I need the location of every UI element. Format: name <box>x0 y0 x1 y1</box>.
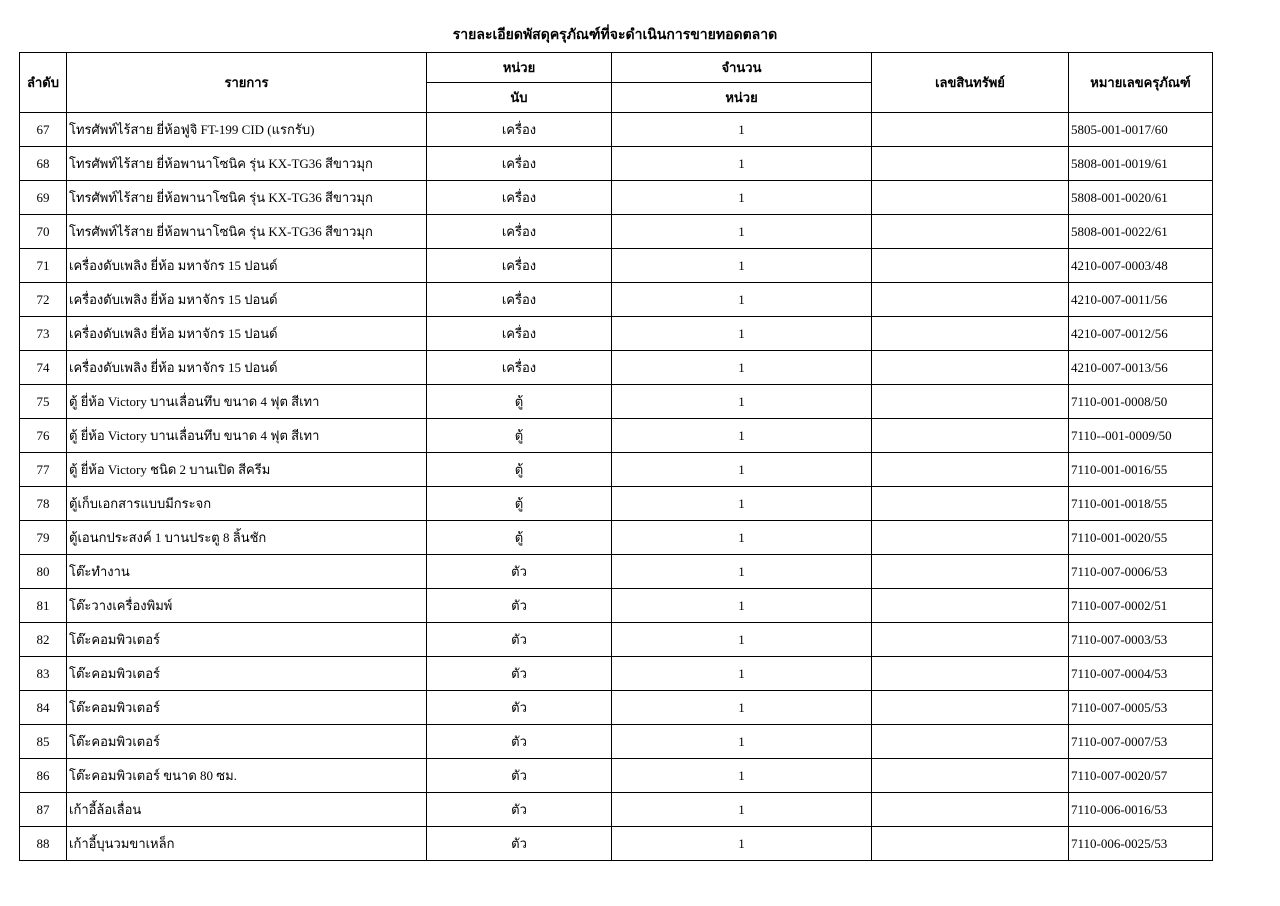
table-body <box>20 113 1213 861</box>
row-number: 68 <box>20 147 67 181</box>
table-row <box>20 419 1213 453</box>
item-description: โทรศัพท์ไร้สาย ยี่ห้อพานาโซนิค รุ่น KX-TG36 สีขาวมุก <box>67 147 427 181</box>
unit-of-count: เครื่อง <box>427 249 612 283</box>
table-row <box>20 147 1213 181</box>
row-number: 88 <box>20 827 67 861</box>
asset-number <box>872 725 1069 759</box>
item-description: โต๊ะคอมพิวเตอร์ <box>67 725 427 759</box>
table-row <box>20 283 1213 317</box>
row-number: 80 <box>20 555 67 589</box>
row-number: 70 <box>20 215 67 249</box>
row-number: 72 <box>20 283 67 317</box>
unit-of-count: ตัว <box>427 759 612 793</box>
header-qty-top: จำนวน <box>612 53 872 83</box>
asset-number <box>872 793 1069 827</box>
page-title: รายละเอียดพัสดุครุภัณฑ์ที่จะดำเนินการขายทอดตลาด <box>452 28 778 43</box>
row-number: 67 <box>20 113 67 147</box>
table-row <box>20 351 1213 385</box>
equipment-number: 7110-006-0016/53 <box>1069 793 1213 827</box>
unit-of-count: เครื่อง <box>427 181 612 215</box>
quantity: 1 <box>612 181 872 215</box>
table-row <box>20 793 1213 827</box>
quantity: 1 <box>612 691 872 725</box>
row-number: 79 <box>20 521 67 555</box>
item-description: ตู้ ยี่ห้อ Victory บานเลื่อนทึบ ขนาด 4 ฟุต สีเทา <box>67 419 427 453</box>
unit-of-count: ตัว <box>427 623 612 657</box>
row-number: 73 <box>20 317 67 351</box>
row-number: 71 <box>20 249 67 283</box>
asset-number <box>872 827 1069 861</box>
item-description: เครื่องดับเพลิง ยี่ห้อ มหาจักร 15 ปอนด์ <box>67 351 427 385</box>
unit-of-count: เครื่อง <box>427 215 612 249</box>
unit-of-count: ตัว <box>427 827 612 861</box>
item-description: เครื่องดับเพลิง ยี่ห้อ มหาจักร 15 ปอนด์ <box>67 249 427 283</box>
equipment-number: 5808-001-0020/61 <box>1069 181 1213 215</box>
asset-number <box>872 691 1069 725</box>
table-row <box>20 725 1213 759</box>
asset-number <box>872 555 1069 589</box>
item-description: โต๊ะคอมพิวเตอร์ <box>67 623 427 657</box>
header-no: ลำดับ <box>20 53 67 113</box>
quantity: 1 <box>612 215 872 249</box>
asset-number <box>872 487 1069 521</box>
equipment-number: 7110-007-0006/53 <box>1069 555 1213 589</box>
equipment-number: 7110-001-0018/55 <box>1069 487 1213 521</box>
quantity: 1 <box>612 487 872 521</box>
row-number: 83 <box>20 657 67 691</box>
equipment-number: 4210-007-0003/48 <box>1069 249 1213 283</box>
unit-of-count: เครื่อง <box>427 317 612 351</box>
quantity: 1 <box>612 759 872 793</box>
item-description: โต๊ะคอมพิวเตอร์ <box>67 691 427 725</box>
quantity: 1 <box>612 147 872 181</box>
equipment-number: 5808-001-0019/61 <box>1069 147 1213 181</box>
item-description: โทรศัพท์ไร้สาย ยี่ห้อฟูจิ FT-199 CID (แรกรับ) <box>67 113 427 147</box>
asset-number <box>872 215 1069 249</box>
item-description: เครื่องดับเพลิง ยี่ห้อ มหาจักร 15 ปอนด์ <box>67 283 427 317</box>
equipment-number: 7110-001-0016/55 <box>1069 453 1213 487</box>
quantity: 1 <box>612 827 872 861</box>
asset-table <box>19 52 1213 861</box>
equipment-number: 7110-007-0003/53 <box>1069 623 1213 657</box>
asset-number <box>872 521 1069 555</box>
unit-of-count: เครื่อง <box>427 283 612 317</box>
asset-number <box>872 283 1069 317</box>
item-description: เครื่องดับเพลิง ยี่ห้อ มหาจักร 15 ปอนด์ <box>67 317 427 351</box>
table-row <box>20 215 1213 249</box>
unit-of-count: เครื่อง <box>427 113 612 147</box>
equipment-number: 7110-006-0025/53 <box>1069 827 1213 861</box>
item-description: เก้าอี้ล้อเลื่อน <box>67 793 427 827</box>
equipment-number: 4210-007-0013/56 <box>1069 351 1213 385</box>
asset-number <box>872 317 1069 351</box>
asset-number <box>872 759 1069 793</box>
row-number: 78 <box>20 487 67 521</box>
header-asset-no: เลขสินทรัพย์ <box>872 53 1069 113</box>
unit-of-count: ตัว <box>427 589 612 623</box>
unit-of-count: ตัว <box>427 725 612 759</box>
quantity: 1 <box>612 419 872 453</box>
equipment-number: 5808-001-0022/61 <box>1069 215 1213 249</box>
equipment-number: 7110-007-0020/57 <box>1069 759 1213 793</box>
asset-number <box>872 351 1069 385</box>
quantity: 1 <box>612 283 872 317</box>
table-row <box>20 759 1213 793</box>
table-row <box>20 487 1213 521</box>
table-row <box>20 385 1213 419</box>
equipment-number: 4210-007-0011/56 <box>1069 283 1213 317</box>
table-row <box>20 555 1213 589</box>
table-row <box>20 453 1213 487</box>
item-description: โทรศัพท์ไร้สาย ยี่ห้อพานาโซนิค รุ่น KX-TG36 สีขาวมุก <box>67 215 427 249</box>
item-description: ตู้เก็บเอกสารแบบมีกระจก <box>67 487 427 521</box>
row-number: 84 <box>20 691 67 725</box>
asset-number <box>872 453 1069 487</box>
row-number: 82 <box>20 623 67 657</box>
table-row <box>20 827 1213 861</box>
row-number: 69 <box>20 181 67 215</box>
table-row <box>20 691 1213 725</box>
unit-of-count: ตัว <box>427 657 612 691</box>
asset-number <box>872 657 1069 691</box>
unit-of-count: ตัว <box>427 691 612 725</box>
unit-of-count: ตัว <box>427 555 612 589</box>
item-description: ตู้ ยี่ห้อ Victory บานเลื่อนทึบ ขนาด 4 ฟุต สีเทา <box>67 385 427 419</box>
header-item: รายการ <box>67 53 427 113</box>
quantity: 1 <box>612 317 872 351</box>
table-row <box>20 317 1213 351</box>
quantity: 1 <box>612 351 872 385</box>
header-equipment-no: หมายเลขครุภัณฑ์ <box>1069 53 1213 113</box>
quantity: 1 <box>612 385 872 419</box>
equipment-number: 7110-007-0004/53 <box>1069 657 1213 691</box>
asset-number <box>872 147 1069 181</box>
unit-of-count: ตัว <box>427 793 612 827</box>
unit-of-count: เครื่อง <box>427 147 612 181</box>
equipment-number: 7110-007-0007/53 <box>1069 725 1213 759</box>
item-description: โทรศัพท์ไร้สาย ยี่ห้อพานาโซนิค รุ่น KX-TG36 สีขาวมุก <box>67 181 427 215</box>
row-number: 75 <box>20 385 67 419</box>
unit-of-count: ตู้ <box>427 385 612 419</box>
quantity: 1 <box>612 249 872 283</box>
equipment-number: 5805-001-0017/60 <box>1069 113 1213 147</box>
item-description: ตู้ ยี่ห้อ Victory ชนิด 2 บานเปิด สีครีม <box>67 453 427 487</box>
table-row <box>20 521 1213 555</box>
equipment-number: 7110-001-0008/50 <box>1069 385 1213 419</box>
header-unit-bottom: นับ <box>427 83 612 113</box>
equipment-number: 7110--001-0009/50 <box>1069 419 1213 453</box>
asset-number <box>872 589 1069 623</box>
quantity: 1 <box>612 555 872 589</box>
item-description: โต๊ะวางเครื่องพิมพ์ <box>67 589 427 623</box>
quantity: 1 <box>612 657 872 691</box>
equipment-number: 7110-007-0005/53 <box>1069 691 1213 725</box>
row-number: 76 <box>20 419 67 453</box>
asset-number <box>872 181 1069 215</box>
table-row <box>20 623 1213 657</box>
asset-number <box>872 249 1069 283</box>
row-number: 81 <box>20 589 67 623</box>
quantity: 1 <box>612 113 872 147</box>
asset-number <box>872 419 1069 453</box>
quantity: 1 <box>612 521 872 555</box>
asset-number <box>872 623 1069 657</box>
item-description: โต๊ะทำงาน <box>67 555 427 589</box>
row-number: 87 <box>20 793 67 827</box>
header-unit-top: หน่วย <box>427 53 612 83</box>
asset-number <box>872 385 1069 419</box>
row-number: 86 <box>20 759 67 793</box>
table-row <box>20 249 1213 283</box>
equipment-number: 4210-007-0012/56 <box>1069 317 1213 351</box>
table-row <box>20 181 1213 215</box>
unit-of-count: เครื่อง <box>427 351 612 385</box>
item-description: โต๊ะคอมพิวเตอร์ ขนาด 80 ซม. <box>67 759 427 793</box>
quantity: 1 <box>612 623 872 657</box>
unit-of-count: ตู้ <box>427 487 612 521</box>
table-header <box>20 53 1213 113</box>
quantity: 1 <box>612 725 872 759</box>
table-row <box>20 113 1213 147</box>
row-number: 74 <box>20 351 67 385</box>
unit-of-count: ตู้ <box>427 453 612 487</box>
row-number: 85 <box>20 725 67 759</box>
header-qty-bottom: หน่วย <box>612 83 872 113</box>
unit-of-count: ตู้ <box>427 521 612 555</box>
equipment-number: 7110-001-0020/55 <box>1069 521 1213 555</box>
unit-of-count: ตู้ <box>427 419 612 453</box>
equipment-number: 7110-007-0002/51 <box>1069 589 1213 623</box>
item-description: เก้าอี้บุนวมขาเหล็ก <box>67 827 427 861</box>
item-description: ตู้เอนกประสงค์ 1 บานประตู 8 ลิ้นชัก <box>67 521 427 555</box>
table-row <box>20 589 1213 623</box>
row-number: 77 <box>20 453 67 487</box>
quantity: 1 <box>612 793 872 827</box>
asset-number <box>872 113 1069 147</box>
quantity: 1 <box>612 589 872 623</box>
quantity: 1 <box>612 453 872 487</box>
item-description: โต๊ะคอมพิวเตอร์ <box>67 657 427 691</box>
table-row <box>20 657 1213 691</box>
